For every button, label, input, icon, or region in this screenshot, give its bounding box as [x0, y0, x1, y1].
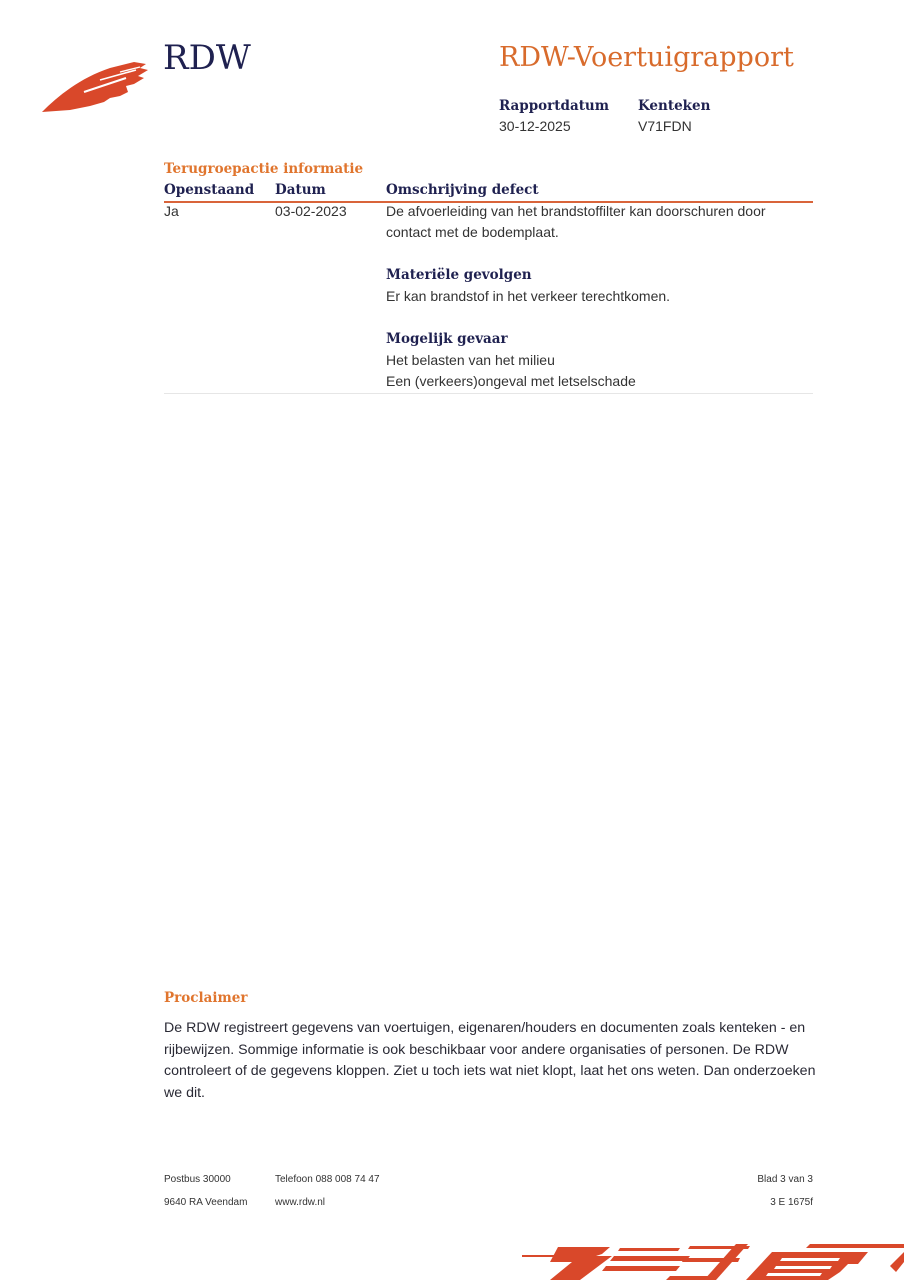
proclaimer-text [164, 1018, 824, 1104]
proclaimer-title: Proclaimer [164, 990, 248, 1006]
gevolgen-heading: Materiële gevolgen [386, 267, 532, 283]
column-header-omschrijving: Omschrijving defect [386, 182, 539, 198]
footer-address-line1: Postbus 30000 [164, 1174, 231, 1185]
proclaimer-line-3: controleert of de gegevens kloppen. Ziet u toch iets wat niet klopt, laat het ons weten. Dan onderzoeken [164, 1063, 816, 1079]
rdw-feather-logo-icon [40, 56, 150, 116]
footer-page-number: Blad 3 van 3 [757, 1174, 813, 1185]
rapportdatum-value: 30-12-2025 [499, 118, 571, 134]
proclaimer-line-4: we dit. [164, 1084, 206, 1101]
rapportdatum-label: Rapportdatum [499, 98, 610, 114]
kenteken-label: Kenteken [638, 98, 711, 114]
brand-name: RDW [163, 38, 251, 78]
recall-section-title: Terugroepactie informatie [164, 161, 364, 177]
proclaimer-line-2: rijbewijzen. Sommige informatie is ook beschikbaar voor andere organisaties of personen. De RDW [164, 1041, 789, 1058]
gevolgen-text: Er kan brandstof in het verkeer terechtkomen. [386, 288, 671, 304]
column-header-openstaand: Openstaand [164, 182, 255, 198]
gevaar-item-2: Een (verkeers)ongeval met letselschade [386, 373, 636, 389]
cell-openstaand: Ja [164, 203, 179, 219]
table-bottom-divider [164, 393, 813, 394]
gevaar-item-1: Het belasten van het milieu [386, 352, 555, 368]
footer-document-code: 3 E 1675f [770, 1197, 813, 1208]
gevaar-heading: Mogelijk gevaar [386, 331, 508, 347]
column-header-datum: Datum [275, 182, 326, 198]
decorative-stripes-icon [510, 1242, 904, 1280]
proclaimer-line-1: De RDW registreert gegevens van voertuigen, eigenaren/houders en documenten zoals kenteken - en [164, 1020, 806, 1036]
cell-datum: 03-02-2023 [275, 203, 347, 219]
kenteken-value: V71FDN [638, 118, 692, 134]
footer-phone: Telefoon 088 008 74 47 [275, 1174, 380, 1185]
report-title: RDW-Voertuigrapport [499, 42, 794, 73]
cell-omschrijving-line1: De afvoerleiding van het brandstoffilter kan doorschuren door [386, 203, 766, 219]
footer-website-link[interactable]: www.rdw.nl [275, 1197, 326, 1208]
footer-address-line2: 9640 RA Veendam [164, 1197, 248, 1208]
cell-omschrijving-line2: contact met de bodemplaat. [386, 224, 559, 240]
